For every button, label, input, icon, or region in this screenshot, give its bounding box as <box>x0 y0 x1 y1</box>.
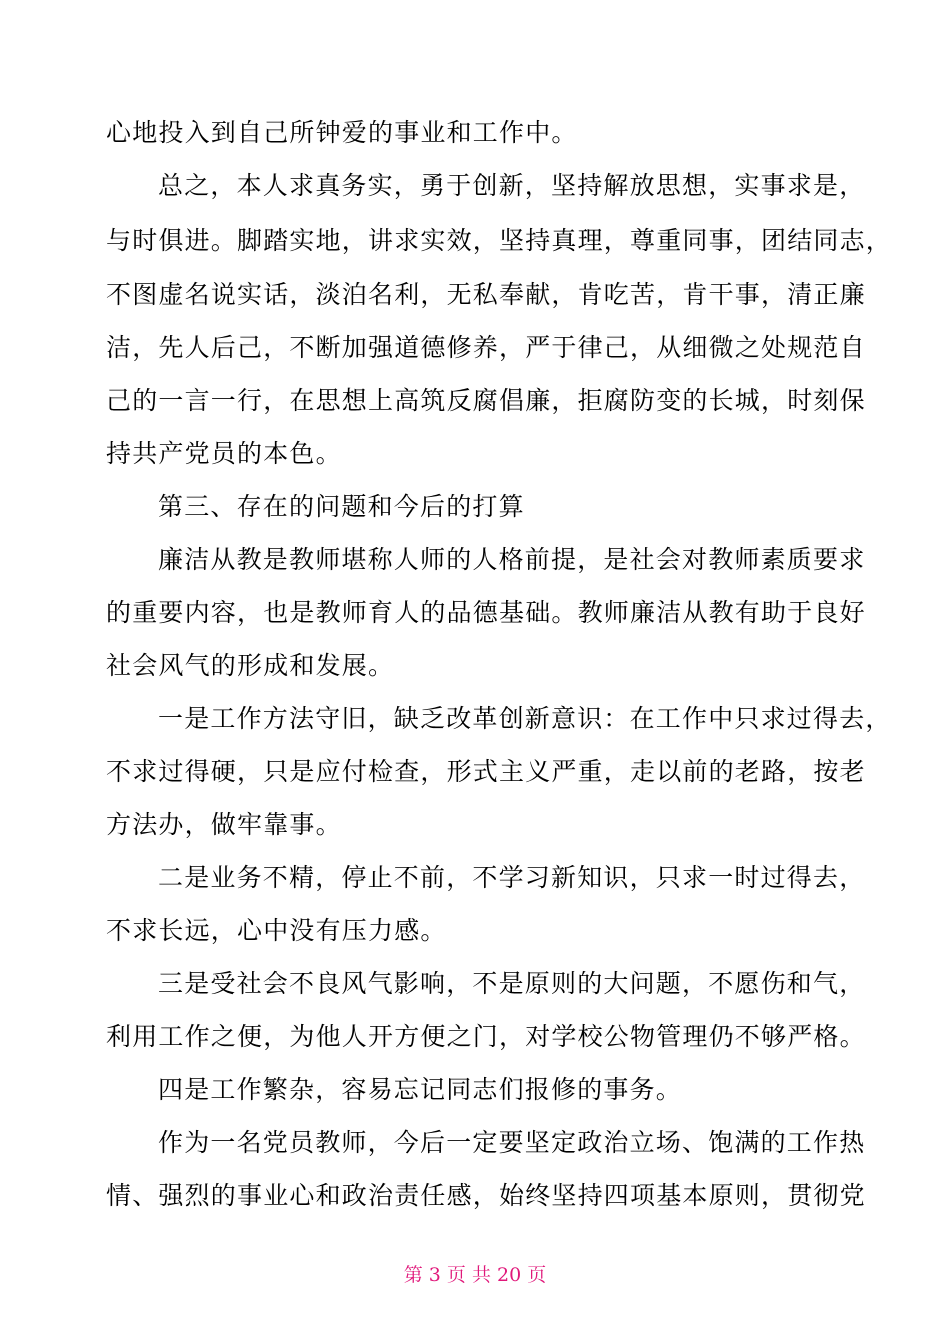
page-number-footer: 第 3 页 共 20 页 <box>403 1264 547 1286</box>
text-line: 持共产党员的本色。 <box>106 439 342 468</box>
text-line: 与时俱进。脚踏实地，讲求实效，坚持真理，尊重同事，团结同志， <box>106 226 893 255</box>
text-line: 三是受社会不良风气影响，不是原则的大问题，不愿伤和气， <box>158 969 866 998</box>
text-line: 方法办，做牢靠事。 <box>106 810 342 839</box>
section-heading: 第三、存在的问题和今后的打算 <box>158 492 525 521</box>
text-line: 二是业务不精，停止不前，不学习新知识，只求一时过得去， <box>158 863 866 892</box>
text-line: 总之，本人求真务实，勇于创新，坚持解放思想，实事求是， <box>158 171 866 200</box>
text-line: 社会风气的形成和发展。 <box>106 651 395 680</box>
text-line: 不图虚名说实话，淡泊名利，无私奉献，肯吃苦，肯干事，清正廉 <box>106 280 866 309</box>
text-line: 不求长远，心中没有压力感。 <box>106 916 447 945</box>
text-line: 利用工作之便，为他人开方便之门，对学校公物管理仍不够严格。 <box>106 1022 866 1051</box>
text-line: 心地投入到自己所钟爱的事业和工作中。 <box>106 118 578 147</box>
text-line: 己的一言一行，在思想上高筑反腐倡廉，拒腐防变的长城，时刻保 <box>106 386 866 415</box>
text-line: 四是工作繁杂，容易忘记同志们报修的事务。 <box>158 1075 683 1104</box>
text-line: 不求过得硬，只是应付检查，形式主义严重，走以前的老路，按老 <box>106 757 866 786</box>
text-line: 洁，先人后己，不断加强道德修养，严于律己，从细微之处规范自 <box>106 333 866 362</box>
text-line: 的重要内容，也是教师育人的品德基础。教师廉洁从教有助于良好 <box>106 598 866 627</box>
text-line: 作为一名党员教师，今后一定要坚定政治立场、饱满的工作热 <box>158 1128 866 1157</box>
text-line: 廉洁从教是教师堪称人师的人格前提，是社会对教师素质要求 <box>158 545 866 574</box>
text-line: 情、强烈的事业心和政治责任感，始终坚持四项基本原则，贯彻党 <box>106 1181 866 1210</box>
text-line: 一是工作方法守旧，缺乏改革创新意识：在工作中只求过得去， <box>158 704 892 733</box>
